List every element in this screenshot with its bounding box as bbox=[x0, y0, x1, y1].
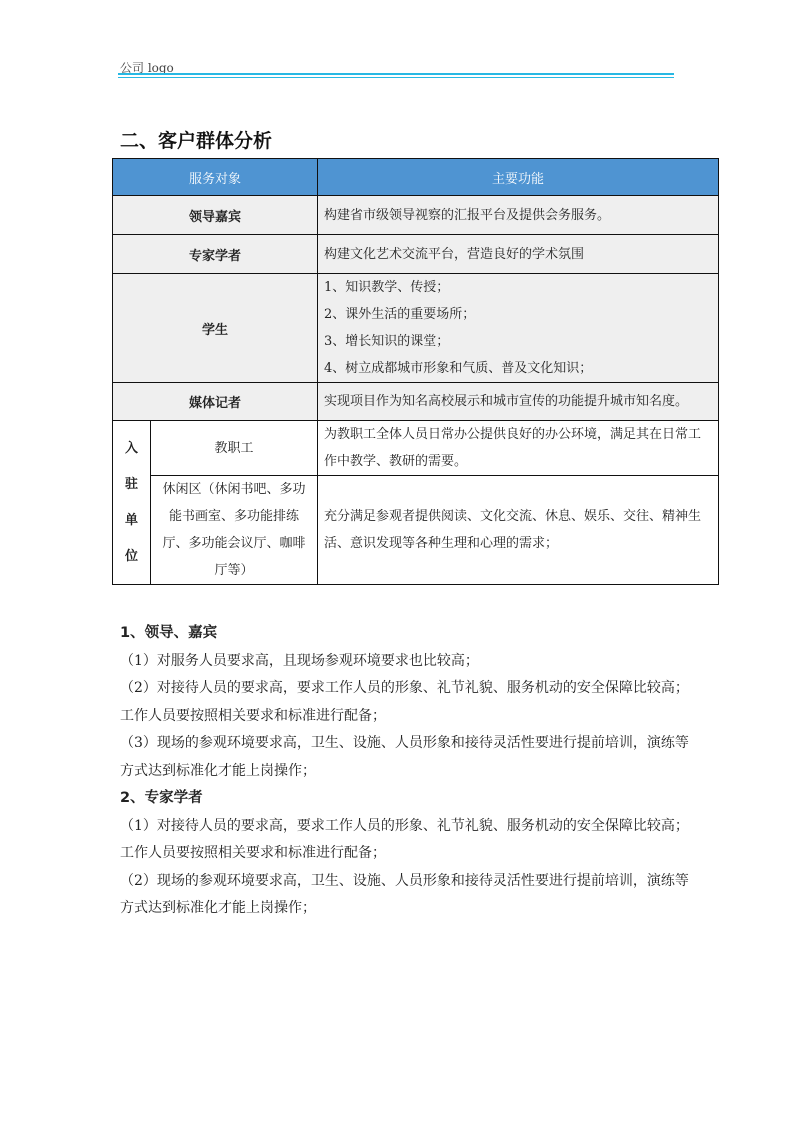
section-heading: 2、专家学者 bbox=[120, 790, 203, 806]
list-item: 4、树立成都城市形象和气质、普及文化知识； bbox=[324, 361, 593, 376]
paragraph: （1）对服务人员要求高，且现场参观环境要求也比较高； bbox=[120, 652, 479, 669]
analysis-body bbox=[120, 620, 690, 923]
list-item: 1、知识教学、传授； bbox=[324, 280, 450, 295]
paragraph: （1）对接待人员的要求高，要求工作人员的形象、礼节礼貌、服务机动的安全保障比较高；工作人员要按照相关要求和标准进行配备； bbox=[120, 817, 689, 861]
row-function: 实现项目作为知名高校展示和城市宣传的功能提升城市知名度。 bbox=[318, 383, 719, 421]
table-row bbox=[113, 383, 719, 421]
row-target: 专家学者 bbox=[113, 235, 318, 274]
paragraph: （2）现场的参观环境要求高，卫生、设施、人员形象和接待灵活性要进行提前培训，演练等方式达到标准化才能上岗操作； bbox=[120, 872, 689, 916]
row-function: 为教职工全体人员日常办公提供良好的办公环境，满足其在日常工作中教学、教研的需要。 bbox=[318, 421, 719, 476]
list-item: 2、课外生活的重要场所； bbox=[324, 307, 476, 322]
row-function: 构建文化艺术交流平台，营造良好的学术氛围 bbox=[318, 235, 719, 274]
row-target: 学生 bbox=[113, 274, 318, 383]
row-target: 领导嘉宾 bbox=[113, 196, 318, 235]
column-header-function: 主要功能 bbox=[318, 159, 719, 196]
row-target: 教职工 bbox=[151, 421, 318, 476]
header-divider-thin bbox=[118, 77, 674, 78]
table-header-row bbox=[113, 159, 719, 196]
table-row bbox=[113, 476, 719, 585]
table-row bbox=[113, 274, 719, 383]
table-row bbox=[113, 196, 719, 235]
row-function-list bbox=[318, 274, 719, 383]
paragraph: （3）现场的参观环境要求高，卫生、设施、人员形象和接待灵活性要进行提前培训，演练等方式达到标准化才能上岗操作； bbox=[120, 735, 689, 779]
column-header-target: 服务对象 bbox=[113, 159, 318, 196]
paragraph: （2）对接待人员的要求高，要求工作人员的形象、礼节礼貌、服务机动的安全保障比较高；工作人员要按照相关要求和标准进行配备； bbox=[120, 680, 689, 724]
table-row bbox=[113, 421, 719, 476]
row-function: 充分满足参观者提供阅读、文化交流、休息、娱乐、交往、精神生活、意识发现等各种生理和心理的需求； bbox=[318, 476, 719, 585]
row-target: 媒体记者 bbox=[113, 383, 318, 421]
list-item: 3、增长知识的课堂； bbox=[324, 334, 450, 349]
customer-group-table bbox=[112, 158, 719, 585]
header-divider bbox=[118, 73, 674, 75]
table-row bbox=[113, 235, 719, 274]
section-heading: 1、领导、嘉宾 bbox=[120, 625, 218, 641]
group-label-resident-units: 入 驻 单 位 bbox=[113, 421, 151, 585]
company-logo-text: 公司 logo bbox=[120, 61, 174, 75]
section-title: 二、客户群体分析 bbox=[120, 130, 273, 152]
row-target: 休闲区（休闲书吧、多功能书画室、多功能排练厅、多功能会议厅、咖啡厅等） bbox=[151, 476, 318, 585]
row-function: 构建省市级领导视察的汇报平台及提供会务服务。 bbox=[318, 196, 719, 235]
